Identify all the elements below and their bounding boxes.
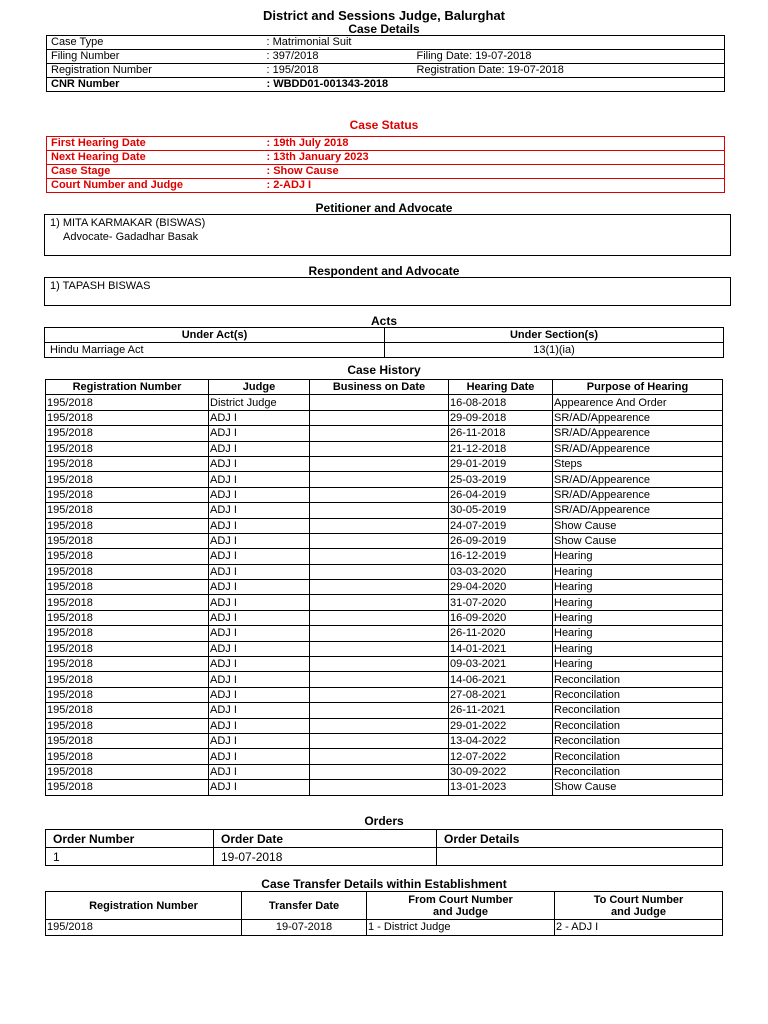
transfer-cell: 1 - District Judge (367, 920, 555, 936)
table-row (46, 456, 723, 471)
history-cell (310, 487, 449, 502)
history-cell: Reconcilation (553, 672, 723, 687)
history-cell: 195/2018 (46, 487, 209, 502)
orders-cell: 19-07-2018 (214, 848, 437, 866)
history-cell: 29-01-2019 (449, 456, 553, 471)
petitioner-box (44, 214, 731, 256)
history-cell: 27-08-2021 (449, 687, 553, 702)
history-cell: Reconcilation (553, 749, 723, 764)
history-cell: 13-01-2023 (449, 780, 553, 795)
detail-date (413, 78, 725, 92)
acts-title: Acts (370, 314, 397, 328)
history-cell: Hearing (553, 549, 723, 564)
history-cell (310, 687, 449, 702)
history-cell: Hearing (553, 641, 723, 656)
case-details-title: Case Details (348, 22, 420, 36)
detail-label: Filing Number (51, 50, 120, 62)
history-cell: Reconcilation (553, 733, 723, 748)
history-cell: 24-07-2019 (449, 518, 553, 533)
transfer-cell: 195/2018 (46, 920, 242, 936)
table-row (46, 626, 723, 641)
case-status-table (46, 136, 725, 193)
history-cell (310, 395, 449, 410)
history-cell: ADJ I (209, 441, 310, 456)
history-cell: SR/AD/Appearence (553, 410, 723, 425)
history-cell: Hearing (553, 610, 723, 625)
history-cell (310, 764, 449, 779)
transfer-cell: 19-07-2018 (242, 920, 367, 936)
history-cell: ADJ I (209, 733, 310, 748)
history-cell (310, 749, 449, 764)
case-details-table (46, 35, 725, 92)
detail-value: : 195/2018 (266, 64, 319, 76)
acts-table (44, 327, 724, 358)
detail-value: : Matrimonial Suit (266, 36, 352, 48)
detail-date: Filing Date: 19-07-2018 (416, 50, 532, 62)
case-status-title: Case Status (349, 118, 419, 132)
orders-title: Orders (364, 814, 404, 828)
history-cell: Reconcilation (553, 718, 723, 733)
history-cell: 03-03-2020 (449, 564, 553, 579)
history-cell (310, 533, 449, 548)
history-cell: ADJ I (209, 518, 310, 533)
history-cell (310, 780, 449, 795)
history-cell: District Judge (209, 395, 310, 410)
history-cell: ADJ I (209, 456, 310, 471)
table-row (46, 518, 723, 533)
history-cell: ADJ I (209, 718, 310, 733)
status-label: First Hearing Date (51, 137, 146, 149)
orders-header: Order Number (46, 830, 214, 848)
history-header: Hearing Date (449, 380, 553, 395)
history-title: Case History (347, 363, 421, 377)
history-cell: 26-09-2019 (449, 533, 553, 548)
history-cell (310, 503, 449, 518)
case-history-table (45, 379, 723, 796)
history-cell: 21-12-2018 (449, 441, 553, 456)
history-cell: 29-04-2020 (449, 580, 553, 595)
history-cell (310, 518, 449, 533)
history-cell: 195/2018 (46, 426, 209, 441)
history-cell: Hearing (553, 595, 723, 610)
history-cell: Reconcilation (553, 687, 723, 702)
history-cell: 195/2018 (46, 503, 209, 518)
history-cell: SR/AD/Appearence (553, 487, 723, 502)
history-header: Business on Date (310, 380, 449, 395)
acts-header: Under Section(s) (385, 328, 724, 343)
detail-value: : 397/2018 (266, 50, 319, 62)
history-cell: ADJ I (209, 610, 310, 625)
transfer-header: From Court Number and Judge (367, 892, 555, 920)
history-cell: 195/2018 (46, 580, 209, 595)
history-cell: 26-11-2018 (449, 426, 553, 441)
history-cell: ADJ I (209, 533, 310, 548)
status-label: Court Number and Judge (51, 179, 184, 191)
history-cell (310, 610, 449, 625)
petitioner-title: Petitioner and Advocate (315, 201, 453, 215)
table-row (46, 410, 723, 425)
history-cell (310, 718, 449, 733)
orders-cell (437, 848, 723, 866)
table-row (46, 595, 723, 610)
case-detail-row (47, 64, 725, 78)
table-row (46, 780, 723, 795)
table-row (46, 580, 723, 595)
act-name: Hindu Marriage Act (45, 343, 385, 358)
history-cell: 195/2018 (46, 672, 209, 687)
detail-date: Registration Date: 19-07-2018 (416, 64, 564, 76)
history-cell: 13-04-2022 (449, 733, 553, 748)
history-cell: Hearing (553, 580, 723, 595)
respondent-name: 1) TAPASH BISWAS (50, 280, 151, 292)
history-cell: 31-07-2020 (449, 595, 553, 610)
history-cell (310, 549, 449, 564)
detail-label: CNR Number (51, 78, 120, 90)
history-cell: 195/2018 (46, 703, 209, 718)
history-cell: 12-07-2022 (449, 749, 553, 764)
history-cell: Show Cause (553, 780, 723, 795)
history-cell: 25-03-2019 (449, 472, 553, 487)
orders-table (45, 829, 723, 866)
history-cell (310, 672, 449, 687)
orders-cell: 1 (46, 848, 214, 866)
case-status-row (47, 151, 725, 165)
acts-header: Under Act(s) (45, 328, 385, 343)
history-header: Judge (209, 380, 310, 395)
status-value: : 13th January 2023 (266, 151, 369, 163)
case-detail-row (47, 50, 725, 64)
case-detail-row (47, 78, 725, 92)
status-label: Next Hearing Date (51, 151, 146, 163)
history-cell: ADJ I (209, 410, 310, 425)
table-row (46, 487, 723, 502)
table-row (46, 441, 723, 456)
history-cell: 30-05-2019 (449, 503, 553, 518)
history-cell: SR/AD/Appearence (553, 441, 723, 456)
history-cell: 16-08-2018 (449, 395, 553, 410)
table-row (46, 641, 723, 656)
status-value: : Show Cause (266, 165, 339, 177)
orders-header: Order Details (437, 830, 723, 848)
history-cell: 195/2018 (46, 626, 209, 641)
status-value: : 19th July 2018 (266, 137, 349, 149)
table-row (46, 920, 723, 936)
orders-header: Order Date (214, 830, 437, 848)
court-title: District and Sessions Judge, Balurghat (263, 8, 505, 23)
transfer-header: Transfer Date (242, 892, 367, 920)
history-cell: 195/2018 (46, 780, 209, 795)
table-row (46, 533, 723, 548)
case-detail-row (47, 36, 725, 50)
history-cell (310, 657, 449, 672)
transfer-table (45, 891, 723, 936)
table-row (46, 395, 723, 410)
detail-value: : WBDD01-001343-2018 (266, 78, 389, 90)
history-cell: 195/2018 (46, 472, 209, 487)
table-row (46, 672, 723, 687)
history-cell: 16-12-2019 (449, 549, 553, 564)
table-row (46, 687, 723, 702)
history-cell: 195/2018 (46, 749, 209, 764)
history-cell: 16-09-2020 (449, 610, 553, 625)
detail-label: Case Type (51, 36, 104, 48)
history-cell (310, 580, 449, 595)
transfer-header: To Court Number and Judge (555, 892, 723, 920)
history-cell: ADJ I (209, 703, 310, 718)
history-cell: ADJ I (209, 641, 310, 656)
transfer-title: Case Transfer Details within Establishment (261, 877, 507, 891)
case-status-row (47, 165, 725, 179)
history-cell: 26-11-2021 (449, 703, 553, 718)
history-cell: ADJ I (209, 503, 310, 518)
history-cell (310, 703, 449, 718)
history-cell (310, 441, 449, 456)
history-header: Purpose of Hearing (553, 380, 723, 395)
history-cell: 26-11-2020 (449, 626, 553, 641)
history-cell: 195/2018 (46, 564, 209, 579)
history-cell: ADJ I (209, 549, 310, 564)
history-cell: 195/2018 (46, 410, 209, 425)
status-label: Case Stage (51, 165, 111, 177)
table-row (46, 764, 723, 779)
history-cell: 195/2018 (46, 518, 209, 533)
history-cell: Hearing (553, 626, 723, 641)
history-header: Registration Number (46, 380, 209, 395)
history-cell: ADJ I (209, 595, 310, 610)
table-row (46, 503, 723, 518)
history-cell (310, 733, 449, 748)
case-status-row (47, 179, 725, 193)
history-cell: ADJ I (209, 780, 310, 795)
table-row (46, 749, 723, 764)
history-cell: 195/2018 (46, 595, 209, 610)
history-cell (310, 595, 449, 610)
history-cell: Appearence And Order (553, 395, 723, 410)
history-cell: ADJ I (209, 672, 310, 687)
table-row (46, 718, 723, 733)
table-row (46, 848, 723, 866)
history-cell: 14-06-2021 (449, 672, 553, 687)
table-row (46, 426, 723, 441)
respondent-title: Respondent and Advocate (308, 264, 460, 278)
history-cell (310, 456, 449, 471)
history-cell: 195/2018 (46, 641, 209, 656)
history-cell (310, 641, 449, 656)
transfer-header: Registration Number (46, 892, 242, 920)
history-cell: 09-03-2021 (449, 657, 553, 672)
history-cell: 195/2018 (46, 610, 209, 625)
table-row (46, 733, 723, 748)
history-cell: SR/AD/Appearence (553, 472, 723, 487)
history-cell (310, 472, 449, 487)
history-cell: Hearing (553, 657, 723, 672)
transfer-cell: 2 - ADJ I (555, 920, 723, 936)
history-cell: 195/2018 (46, 687, 209, 702)
history-cell: 30-09-2022 (449, 764, 553, 779)
table-row (46, 549, 723, 564)
history-cell: Reconcilation (553, 703, 723, 718)
history-cell: ADJ I (209, 764, 310, 779)
history-cell: ADJ I (209, 426, 310, 441)
table-row (46, 657, 723, 672)
petitioner-name: 1) MITA KARMAKAR (BISWAS) (50, 217, 206, 229)
history-cell: Steps (553, 456, 723, 471)
history-cell: 195/2018 (46, 533, 209, 548)
history-cell: 195/2018 (46, 395, 209, 410)
history-cell: Show Cause (553, 518, 723, 533)
history-cell: 26-04-2019 (449, 487, 553, 502)
history-cell (310, 410, 449, 425)
history-cell: ADJ I (209, 472, 310, 487)
history-cell: 29-01-2022 (449, 718, 553, 733)
history-cell: ADJ I (209, 580, 310, 595)
history-cell: ADJ I (209, 487, 310, 502)
table-row (46, 472, 723, 487)
history-cell: ADJ I (209, 564, 310, 579)
history-cell (310, 626, 449, 641)
history-cell: 195/2018 (46, 657, 209, 672)
history-cell: Hearing (553, 564, 723, 579)
history-cell: 195/2018 (46, 549, 209, 564)
detail-date (413, 36, 725, 50)
act-section: 13(1)(ia) (385, 343, 724, 358)
history-cell: 195/2018 (46, 764, 209, 779)
table-row (46, 703, 723, 718)
history-cell: 195/2018 (46, 733, 209, 748)
table-row (46, 610, 723, 625)
table-row (46, 564, 723, 579)
history-cell: 195/2018 (46, 718, 209, 733)
history-cell: SR/AD/Appearence (553, 503, 723, 518)
detail-label: Registration Number (51, 64, 152, 76)
history-cell: ADJ I (209, 749, 310, 764)
history-cell: 195/2018 (46, 456, 209, 471)
history-cell: ADJ I (209, 657, 310, 672)
history-cell: Reconcilation (553, 764, 723, 779)
history-cell (310, 426, 449, 441)
history-cell: SR/AD/Appearence (553, 426, 723, 441)
history-cell: 29-09-2018 (449, 410, 553, 425)
respondent-box (44, 277, 731, 306)
petitioner-advocate: Advocate- Gadadhar Basak (63, 231, 199, 243)
history-cell: Show Cause (553, 533, 723, 548)
status-value: : 2-ADJ I (266, 179, 312, 191)
history-cell: 14-01-2021 (449, 641, 553, 656)
history-cell: ADJ I (209, 626, 310, 641)
history-cell (310, 564, 449, 579)
case-status-row (47, 137, 725, 151)
history-cell: 195/2018 (46, 441, 209, 456)
history-cell: ADJ I (209, 687, 310, 702)
